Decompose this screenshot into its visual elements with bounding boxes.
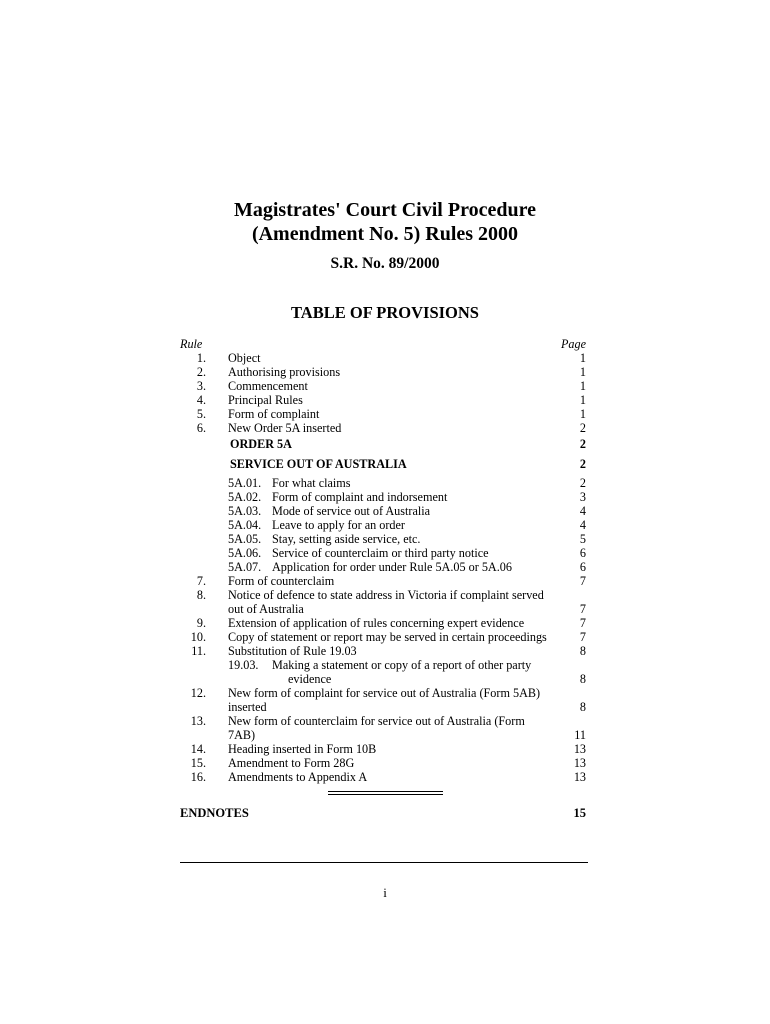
order-heading[interactable] — [0, 437, 770, 453]
rule-number: 16. — [190, 770, 206, 784]
sub-rule-number: 5A.07. — [228, 560, 262, 574]
page-reference: 13 — [573, 756, 586, 770]
rule-number: 11. — [191, 644, 206, 658]
rule-title: Object — [228, 351, 261, 365]
sub-rule-title: For what claims — [272, 476, 351, 490]
rule-number: 2. — [196, 365, 206, 379]
rule-number: 4. — [196, 393, 206, 407]
rule-title-continuation: 7AB) — [228, 728, 256, 742]
sub-rule-title: Leave to apply for an order — [272, 518, 405, 532]
page-reference: 6 — [579, 560, 586, 574]
rule-title: Principal Rules — [228, 393, 303, 407]
order-subheading[interactable] — [0, 457, 770, 473]
rule-title-continuation: inserted — [228, 700, 267, 714]
rule-title: Substitution of Rule 19.03 — [228, 644, 357, 658]
rule-title: Authorising provisions — [228, 365, 341, 379]
page-reference: 8 — [579, 672, 586, 686]
sub-rule-title: Mode of service out of Australia — [272, 504, 431, 518]
sub-rule-number: 5A.05. — [228, 532, 262, 546]
rule-title: Form of counterclaim — [228, 574, 335, 588]
rule-number: 3. — [196, 379, 206, 393]
endnotes-label: ENDNOTES — [180, 806, 249, 820]
end-of-contents-rule — [328, 791, 443, 795]
rule-title: New form of complaint for service out of Australia (Form 5AB) — [228, 686, 541, 700]
document-title-line-2: (Amendment No. 5) Rules 2000 — [251, 223, 519, 245]
sub-rule-title: Application for order under Rule 5A.05 or 5A.06 — [272, 560, 512, 574]
rule-number: 10. — [190, 630, 206, 644]
page-reference: 1 — [579, 393, 586, 407]
sub-rule-title: Service of counterclaim or third party notice — [272, 546, 489, 560]
sub-rule-number: 5A.02. — [228, 490, 262, 504]
rule-title: New Order 5A inserted — [228, 421, 342, 435]
page-reference: 8 — [579, 700, 586, 714]
page-reference: 5 — [579, 532, 586, 546]
toc-endnotes-entry[interactable] — [0, 806, 770, 822]
rule-title: Amendments to Appendix A — [228, 770, 368, 784]
page-reference: 15 — [573, 806, 586, 820]
rule-title: Extension of application of rules concerning expert evidence — [228, 616, 525, 630]
rule-column-header: Rule — [180, 337, 203, 351]
sub-rule-number: 5A.04. — [228, 518, 262, 532]
sub-rule-number: 5A.03. — [228, 504, 262, 518]
page-reference: 13 — [573, 770, 586, 784]
rule-number: 14. — [190, 742, 206, 756]
rule-title: Amendment to Form 28G — [228, 756, 355, 770]
rule-number: 15. — [190, 756, 206, 770]
rule-title: Commencement — [228, 379, 308, 393]
page-reference: 8 — [579, 644, 586, 658]
rule-title: Heading inserted in Form 10B — [228, 742, 377, 756]
rule-number: 13. — [190, 714, 206, 728]
page-reference: 1 — [579, 407, 586, 421]
page-reference: 13 — [573, 742, 586, 756]
page-reference: 1 — [579, 351, 586, 365]
title-block — [0, 198, 770, 273]
order-heading-text: ORDER 5A — [230, 437, 292, 451]
page-reference: 4 — [579, 504, 586, 518]
statutory-rule-number: S.R. No. 89/2000 — [330, 255, 440, 272]
sub-rule-title: Making a statement or copy of a report of other party — [272, 658, 532, 672]
page-reference: 11 — [574, 728, 586, 742]
page-column-header: Page — [560, 337, 586, 351]
rule-title: Copy of statement or report may be served in certain proceedings — [228, 630, 547, 644]
page-reference: 2 — [579, 457, 586, 471]
rule-number: 6. — [196, 421, 206, 435]
document-title-line-1: Magistrates' Court Civil Procedure — [234, 199, 536, 221]
toc-entry[interactable] — [0, 421, 770, 437]
sub-rule-number: 5A.01. — [228, 476, 262, 490]
order-subheading-text: SERVICE OUT OF AUSTRALIA — [230, 457, 407, 471]
footer-rule — [180, 862, 588, 863]
page-reference: 2 — [579, 437, 586, 451]
rule-number: 1. — [196, 351, 206, 365]
toc-heading: TABLE OF PROVISIONS — [291, 303, 479, 322]
page-reference: 7 — [579, 616, 586, 630]
rule-number: 9. — [196, 616, 206, 630]
page-reference: 7 — [579, 630, 586, 644]
rule-title-continuation: out of Australia — [228, 602, 304, 616]
page-reference: 4 — [579, 518, 586, 532]
rule-title: Notice of defence to state address in Victoria if complaint served — [228, 588, 544, 602]
page-reference: 7 — [579, 574, 586, 588]
page-number: i — [383, 885, 387, 900]
sub-rule-number: 5A.06. — [228, 546, 262, 560]
sub-rule-title: Form of complaint and indorsement — [272, 490, 448, 504]
rule-title: Form of complaint — [228, 407, 320, 421]
sub-rule-title-continuation: evidence — [288, 672, 332, 686]
sub-rule-title: Stay, setting aside service, etc. — [272, 532, 421, 546]
rule-title: New form of counterclaim for service out of Australia (Form — [228, 714, 525, 728]
page-reference: 6 — [579, 546, 586, 560]
sub-rule-number: 19.03. — [228, 658, 259, 672]
page-reference: 1 — [579, 379, 586, 393]
page-reference: 7 — [579, 602, 586, 616]
page-reference: 1 — [579, 365, 586, 379]
toc-entry[interactable] — [0, 770, 770, 786]
page-reference: 2 — [579, 421, 586, 435]
page-reference: 3 — [579, 490, 586, 504]
rule-number: 7. — [196, 574, 206, 588]
rule-number: 8. — [196, 588, 206, 602]
rule-number: 5. — [196, 407, 206, 421]
rule-number: 12. — [190, 686, 206, 700]
page-reference: 2 — [579, 476, 586, 490]
